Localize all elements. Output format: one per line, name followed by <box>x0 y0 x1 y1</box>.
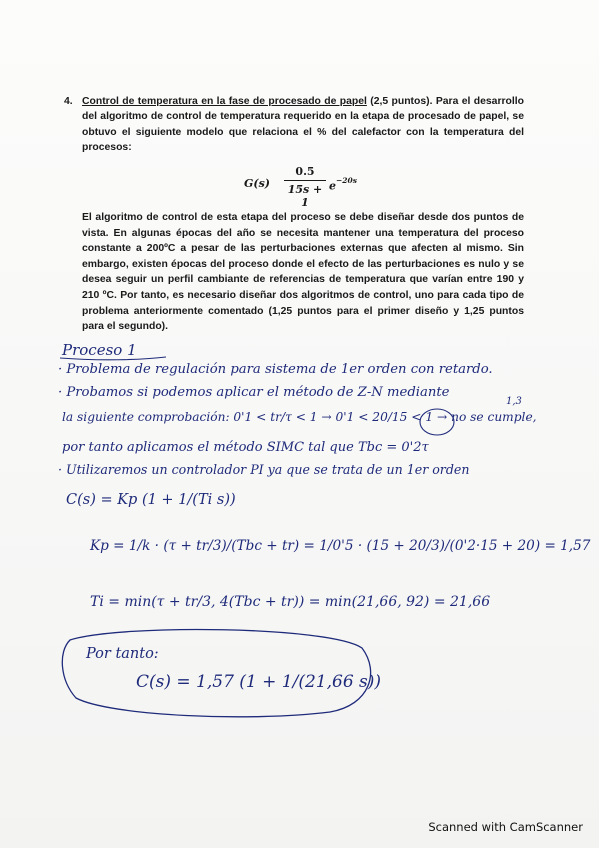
problem-points: (2,5 puntos). <box>370 96 433 107</box>
controller-equation: C(s) = Kp (1 + 1/(Ti s)) <box>66 492 236 508</box>
handwritten-line-1: · Problema de regulación para sistema de 1er orden con retardo. <box>58 362 493 377</box>
handwritten-line-5: · Utilizaremos un controlador PI ya que se trata de un 1er orden <box>58 462 470 477</box>
transfer-function <box>244 165 384 209</box>
problem-number: 4. <box>64 96 73 107</box>
formula-numerator: 0.5 <box>284 165 326 181</box>
problem-statement <box>64 94 524 156</box>
problem-title: Control de temperatura en la fase de procesado de papel <box>82 96 367 107</box>
formula-exp-base: e <box>329 179 336 193</box>
formula-exponential <box>329 178 357 193</box>
problem-intro-text: Para el desarrollo del algoritmo de control de temperatura requerido en la etapa de procesado de papel, se obtuvo el siguiente modelo que relaciona el % del calefactor con la temperatura del procesos: <box>82 96 524 154</box>
scanner-watermark: Scanned with CamScanner <box>428 820 583 834</box>
conclusion-label: Por tanto: <box>86 646 159 662</box>
final-controller-equation: C(s) = 1,57 (1 + 1/(21,66 s)) <box>136 672 382 692</box>
handwritten-line-2: · Probamos si podemos aplicar el método de Z-N mediante <box>58 385 450 400</box>
formula-exp-power: −20s <box>336 176 357 185</box>
handwritten-heading: Proceso 1 <box>62 341 137 359</box>
problem-intro <box>82 94 524 156</box>
ti-equation: Ti = min(τ + tr/3, 4(Tbc + tr)) = min(21,66, 92) = 21,66 <box>90 594 491 610</box>
handwritten-line-4: por tanto aplicamos el método SIMC tal que Tbc = 0'2τ <box>62 440 429 455</box>
formula-fraction <box>284 165 326 209</box>
formula-denominator: 15s + 1 <box>287 183 323 209</box>
formula-lhs: G(s) <box>244 177 270 190</box>
handwritten-margin-note: 1,3 <box>506 396 522 407</box>
handwritten-line-3: la siguiente comprobación: 0'1 < tr/τ < 1 → 0'1 < 20/15 < 1 → no se cumple, <box>62 410 537 424</box>
problem-body: El algoritmo de control de esta etapa del proceso se debe diseñar desde dos puntos de vista. En algunas épocas del año se necesita mantener una temperatura del proceso constante a 200ºC a pesar de las perturbaciones externas que afecten al mismo. Sin embargo, existen épocas del proceso donde el efecto de las perturbaciones es nulo y se desea seguir un perfil cambiante de referencias de temperatura que varían entre 190 y 210 ºC. Por tanto, es necesario diseñar dos algoritmos de control, uno para cada tipo de problema anteriormente comentado (1,25 puntos para el primer diseño y 1,25 puntos para el segundo). <box>82 212 524 333</box>
kp-equation: Kp = 1/k · (τ + tr/3)/(Tbc + tr) = 1/0'5 · (15 + 20/3)/(0'2·15 + 20) = 1,57 <box>90 538 591 554</box>
